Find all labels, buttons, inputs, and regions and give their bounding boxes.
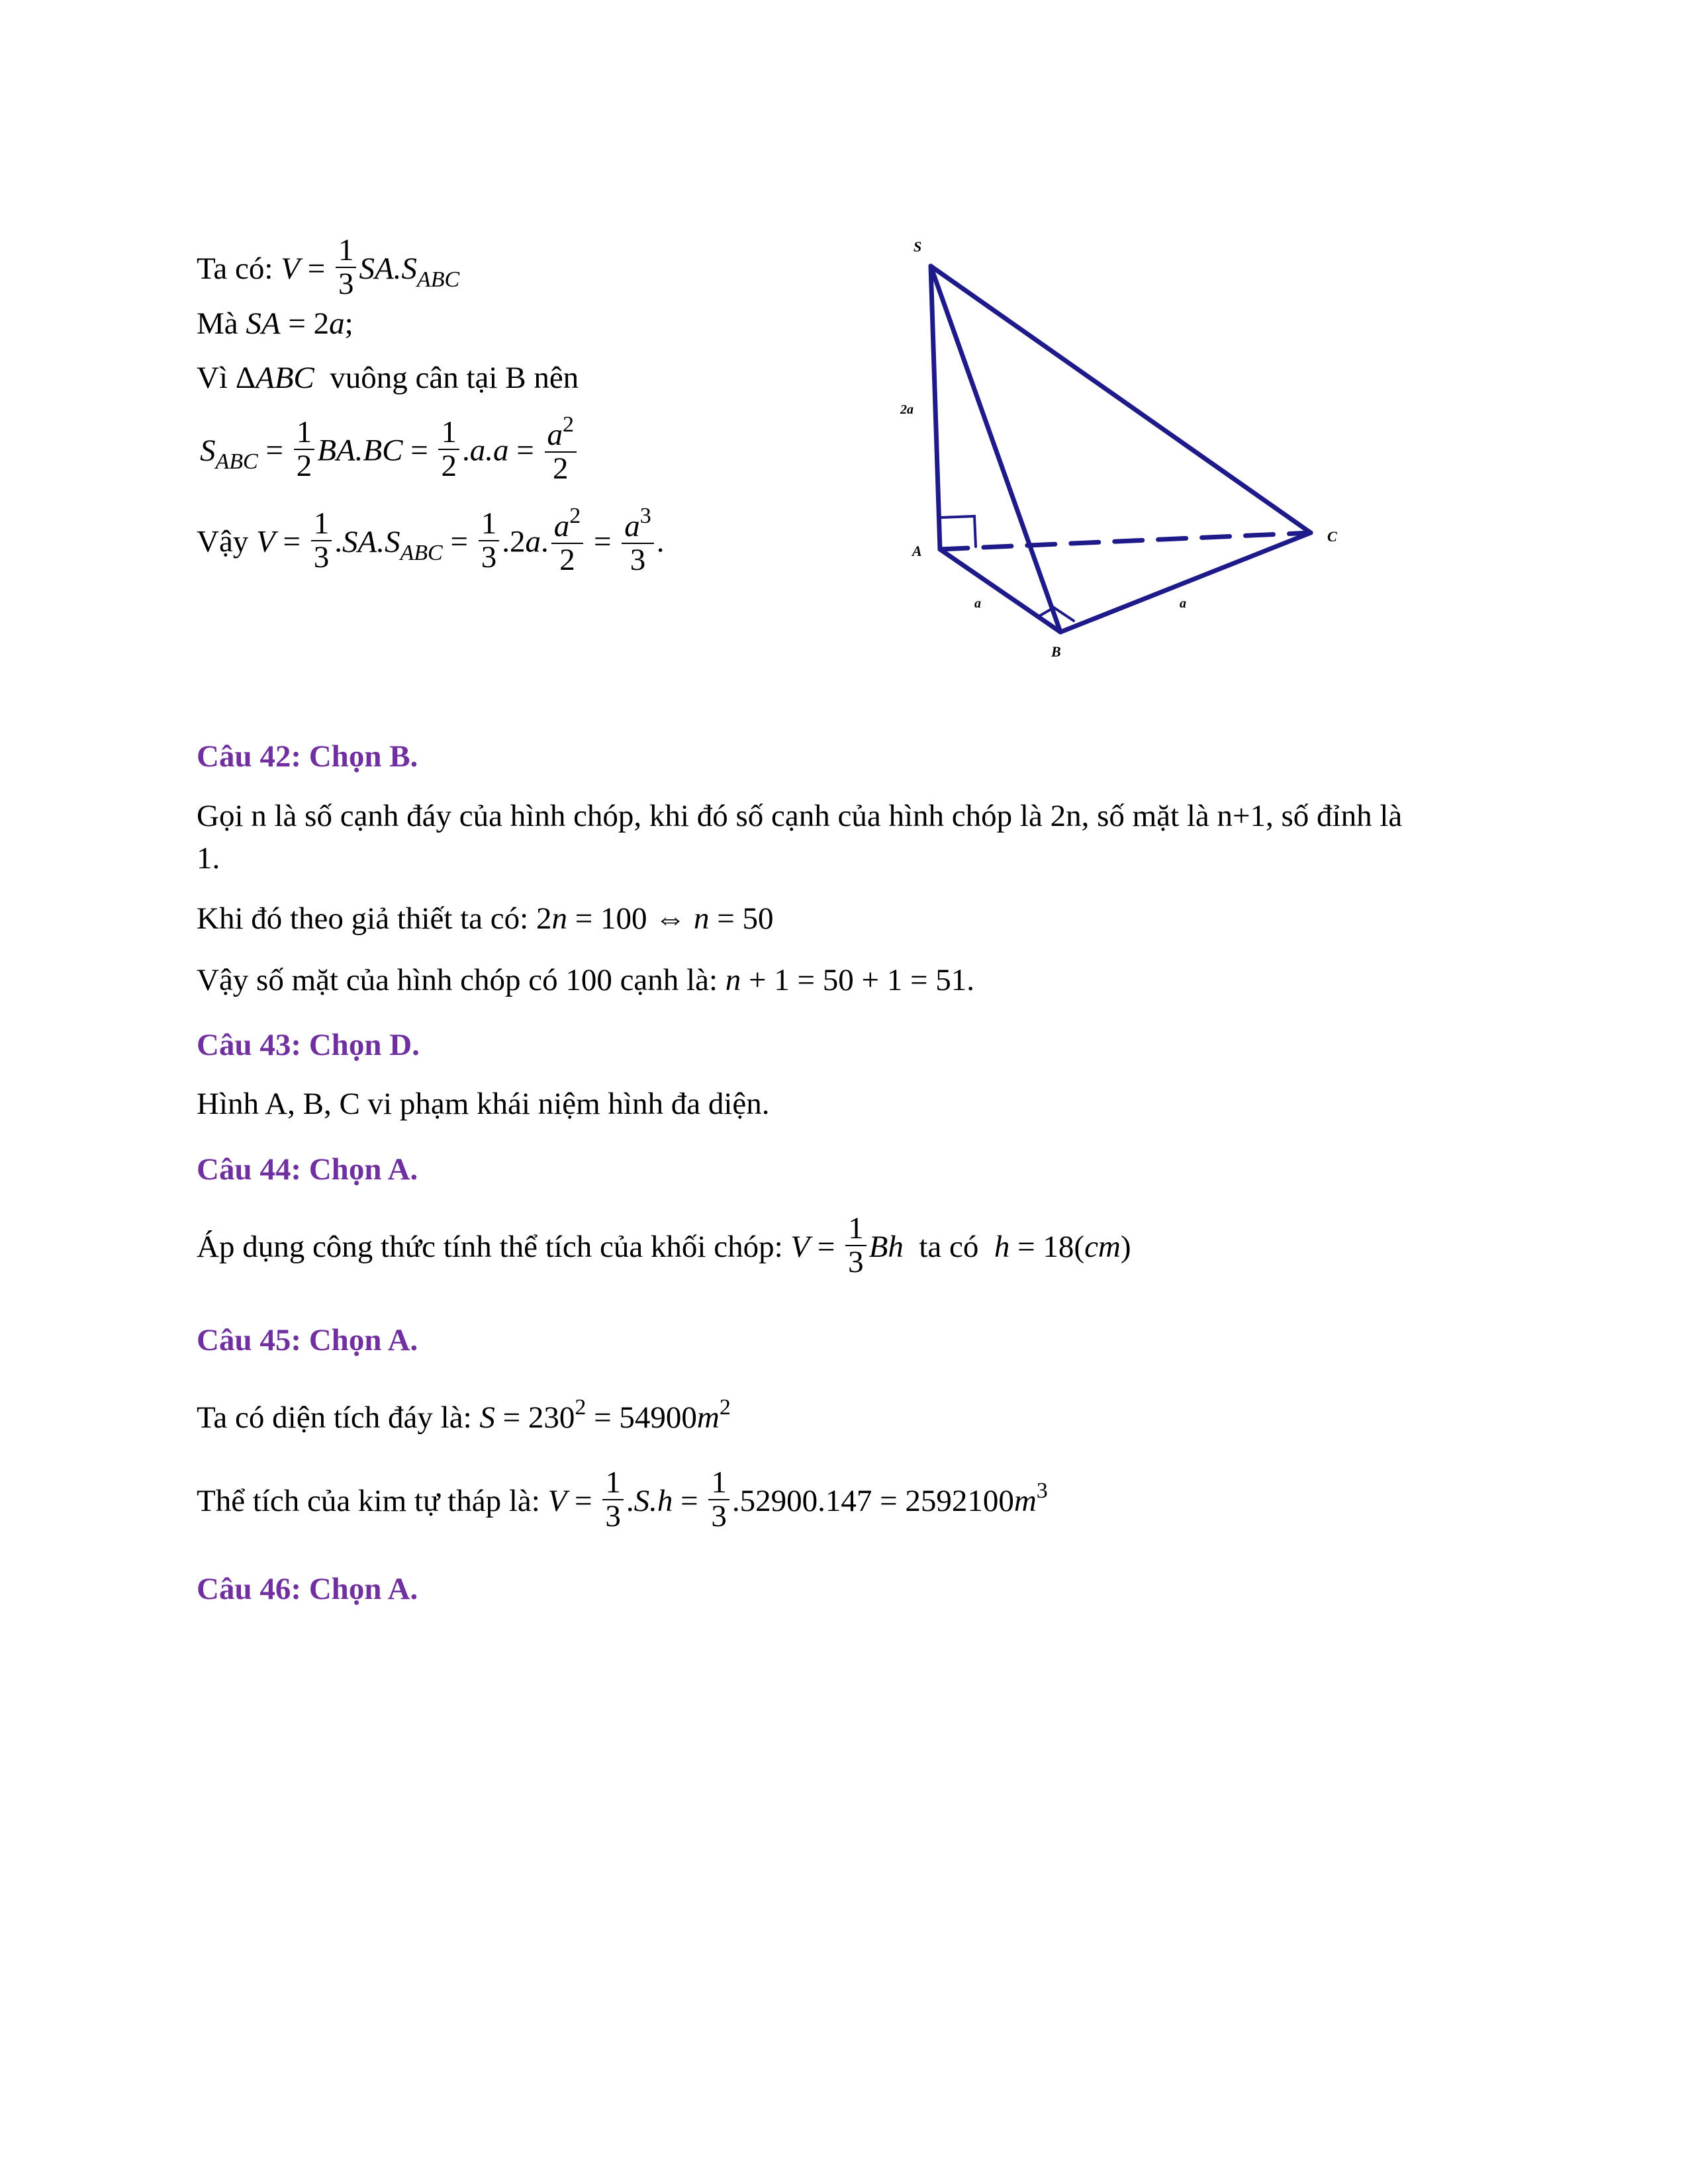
edge-sc	[931, 266, 1311, 533]
q42-line1b: 1.	[197, 841, 220, 876]
q44-line1: Áp dụng công thức tính thể tích của khối chóp: V = $\frac{1}{3}$ Bh ta có h = 18(cm)	[197, 1211, 1131, 1280]
q45-line1: Ta có diện tích đáy là: $S = 230^2 = 54900m^2$	[197, 1395, 731, 1435]
q46-heading: Câu 46: Chọn A.	[197, 1572, 418, 1606]
label-a: A	[912, 543, 922, 559]
q42-line3: Vậy số mặt của hình chóp có 100 cạnh là: n + 1 = 50 + 1 = 51.	[197, 963, 975, 997]
label-s: S	[914, 238, 922, 255]
q45-line1-text: Ta có diện tích đáy là:	[197, 1400, 472, 1435]
q44-line1-text: Áp dụng công thức tính thể tích của khối chóp:	[197, 1230, 783, 1265]
label-ta-co: Ta có:	[197, 251, 273, 287]
q42-line3-text: Vậy số mặt của hình chóp có 100 cạnh là:	[197, 963, 718, 997]
label-sa-length: 2a	[900, 402, 914, 417]
label-vuong-can: vuông cân tại B nên	[330, 361, 579, 395]
q42-heading: Câu 42: Chọn B.	[197, 739, 418, 774]
formula-volume-def: Ta có: V = $\frac{1}{3}$ $SA.S_{ABC}$	[197, 233, 460, 302]
q43-heading: Câu 43: Chọn D.	[197, 1028, 420, 1062]
formula-sa: Mà SA = 2a;	[197, 306, 353, 341]
label-ab-length: a	[974, 596, 981, 611]
edge-sb	[931, 266, 1060, 632]
q44-heading: Câu 44: Chọn A.	[197, 1152, 418, 1187]
formula-triangle: Vì ΔABC vuông cân tại B nên	[197, 361, 579, 395]
label-bc-length: a	[1180, 596, 1186, 611]
label-c: C	[1327, 528, 1337, 545]
right-angle-a	[940, 516, 976, 547]
edge-ac-hidden	[940, 533, 1311, 549]
edge-ab	[940, 549, 1060, 632]
q42-line1: Gọi n là số cạnh đáy của hình chóp, khi đó số cạnh của hình chóp là 2n, số mặt là n+1, số đỉnh là	[197, 799, 1403, 833]
formula-area: $S_{ABC}$ = $\frac{1}{2}$ BA.BC = $\frac{1}{2}$ .a.a = $\frac{a^2}{2}$	[200, 417, 579, 490]
edge-sa	[931, 266, 940, 549]
q43-line1: Hình A, B, C vi phạm khái niệm hình đa diện.	[197, 1087, 770, 1121]
q42-line2: Khi đó theo giả thiết ta có: 2n = 100 ⇔ n = 50	[197, 901, 774, 936]
pyramid-diagram	[887, 225, 1364, 682]
formula-volume-result: Vậy V = $\frac{1}{3}$ $.SA.S_{ABC}$ = $\frac{1}{3}$ .2a. $\frac{a^2}{2}$ = $\frac{a^3}{3}$ .	[197, 504, 665, 578]
label-vi: Vì	[197, 361, 228, 395]
q45-line2: Thể tích của kim tự tháp là: V = $\frac{1}{3}$ .S.h = $\frac{1}{3}$ $.52900.147 = 2592100m^3$	[197, 1465, 1048, 1534]
q42-line2-text: Khi đó theo giả thiết ta có:	[197, 901, 529, 936]
edge-bc	[1060, 533, 1311, 632]
q45-line2-text: Thể tích của kim tự tháp là:	[197, 1484, 540, 1519]
label-vay: Vậy	[197, 524, 249, 559]
label-b: B	[1051, 643, 1061, 660]
label-ma: Mà	[197, 306, 238, 341]
q45-heading: Câu 45: Chọn A.	[197, 1323, 418, 1357]
q44-line1-mid: ta có	[919, 1230, 979, 1265]
